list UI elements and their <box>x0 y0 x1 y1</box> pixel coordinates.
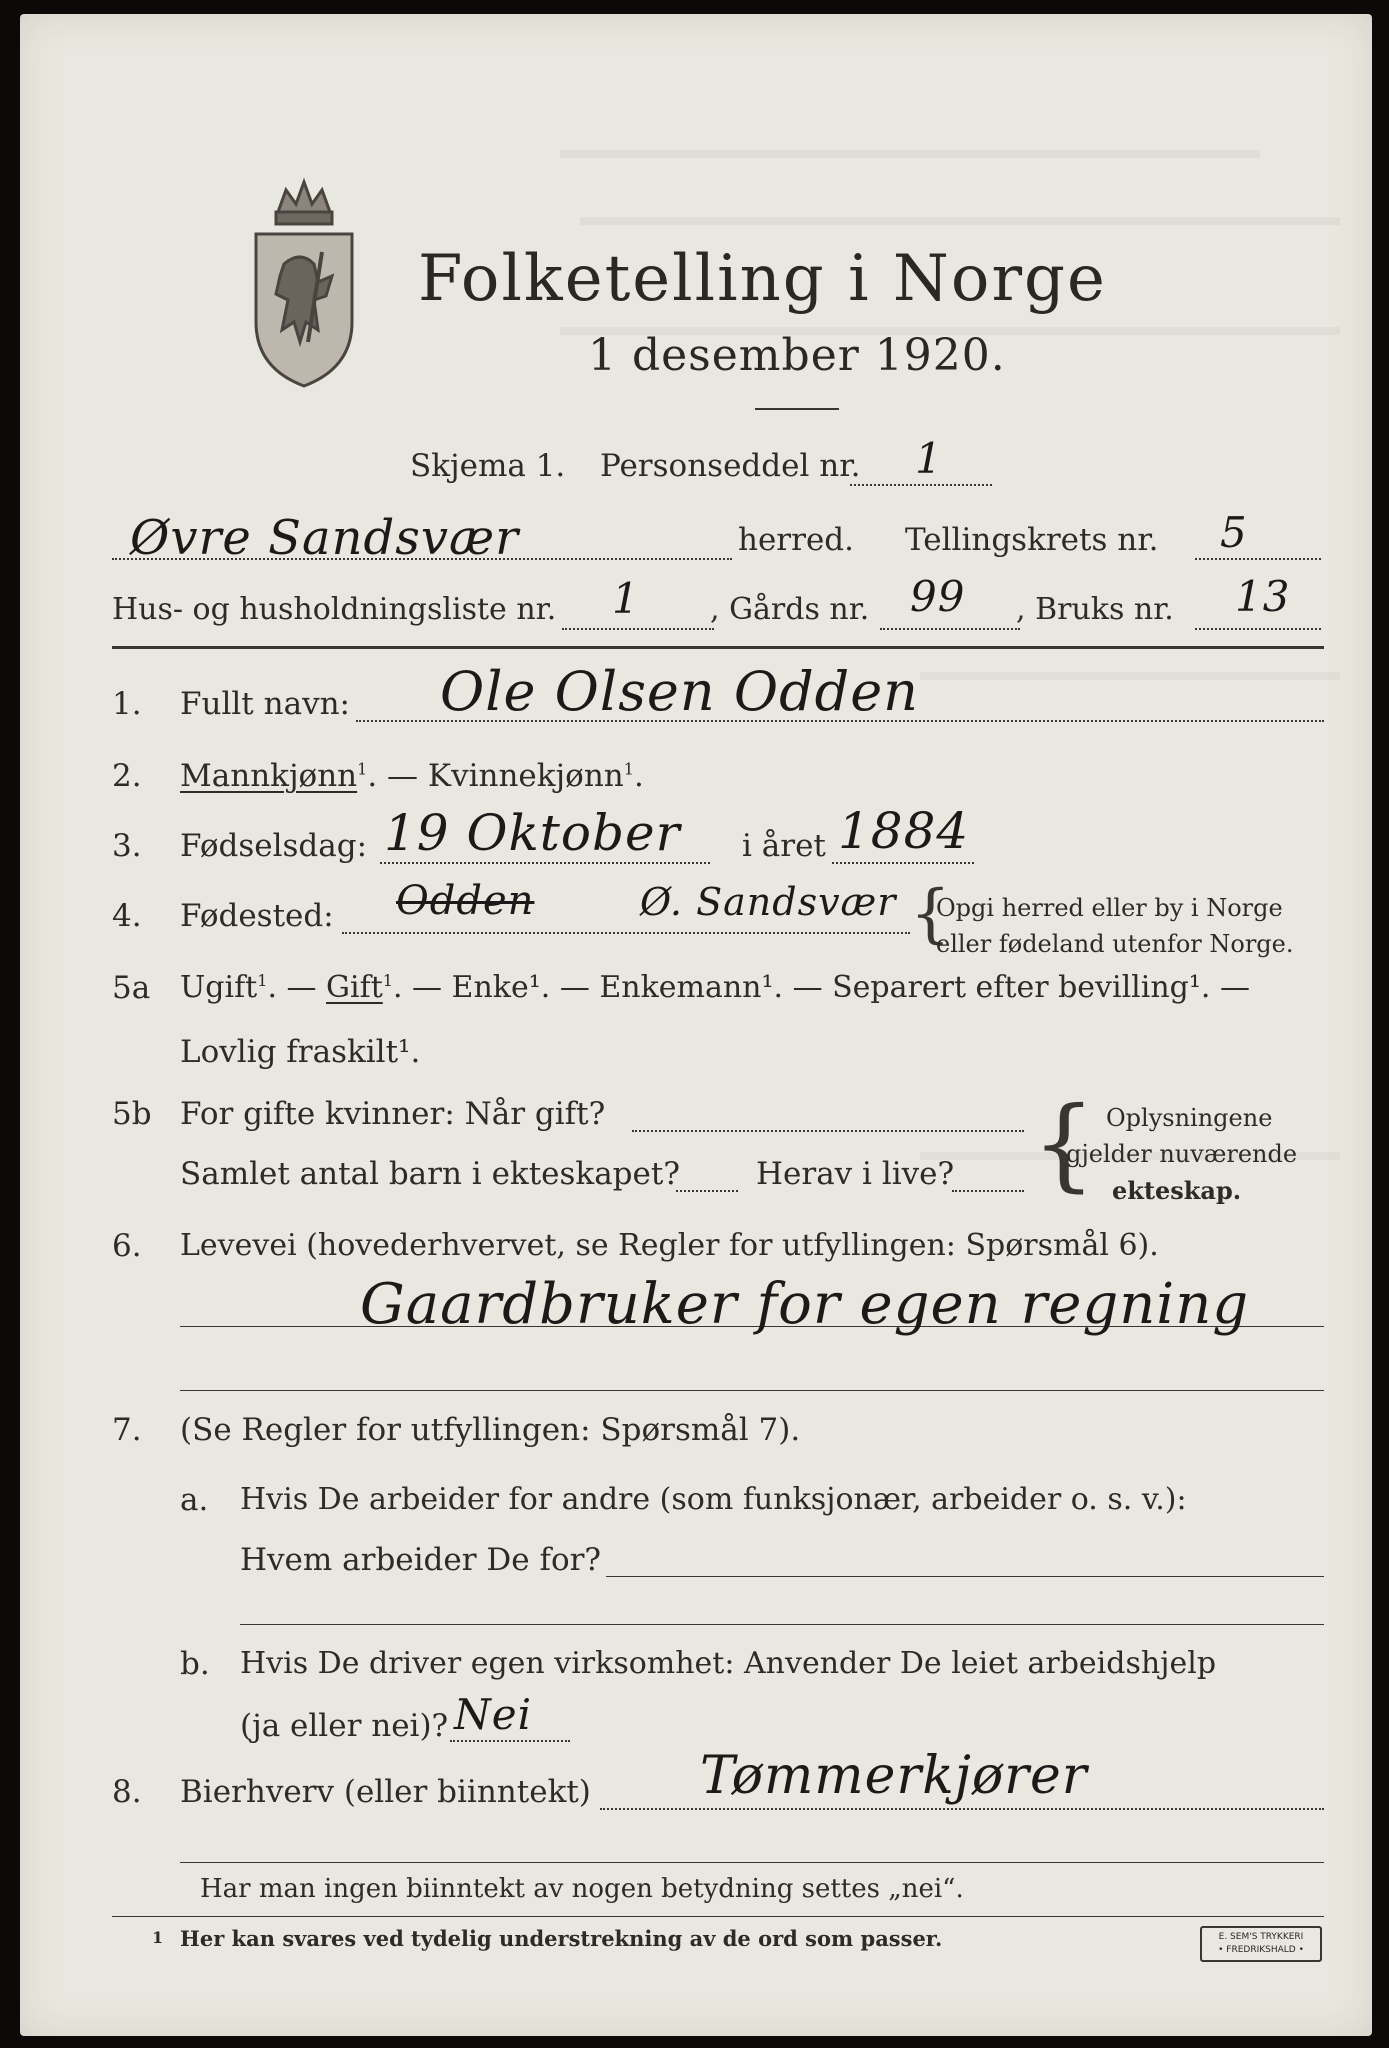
q7a-letter: a. <box>180 1482 209 1518</box>
q7b-letter: b. <box>180 1646 210 1682</box>
q8-number: 8. <box>112 1774 142 1810</box>
q7-number: 7. <box>112 1412 142 1448</box>
employer-field-2[interactable] <box>240 1624 1324 1625</box>
footer-divider <box>112 1916 1324 1917</box>
q2-options: Mannkjønn$^1$. — Kvinnekjønn$^1$. <box>180 758 644 794</box>
form-title: Folketelling i Norge <box>418 242 1107 316</box>
gards-label: , Gårds nr. <box>710 592 870 627</box>
hus-field[interactable] <box>562 628 714 630</box>
hus-label: Hus- og husholdningsliste nr. <box>112 592 557 627</box>
hired-help-field[interactable] <box>450 1740 570 1742</box>
birthplace-field[interactable] <box>342 932 910 934</box>
q5a-options: Ugift$^1$. — Gift$^1$. — Enke¹. — Enkemann¹. — Separert efter bevilling¹. — <box>180 970 1250 1005</box>
q4-number: 4. <box>112 898 142 934</box>
census-date: 1 desember 1920. <box>588 330 1006 381</box>
unmarried-option[interactable]: Ugift <box>180 970 258 1005</box>
tellingskrets-field[interactable] <box>1195 558 1321 560</box>
q8-note: Har man ingen biinntekt av nogen betydning settes „nei“. <box>200 1874 964 1904</box>
side-income-value: Tømmerkjører <box>700 1746 1088 1806</box>
footnote-text: Her kan svares ved tydelig understrekning av de ord som passer. <box>180 1926 943 1951</box>
personseddel-field[interactable] <box>850 484 992 486</box>
children-field[interactable] <box>676 1190 738 1192</box>
hus-value: 1 <box>612 574 640 623</box>
side-income-field[interactable] <box>600 1808 1324 1810</box>
q8-label: Bierhverv (eller biinntekt) <box>180 1774 591 1810</box>
q7a-line1: Hvis De arbeider for andre (som funksjonær, arbeider o. s. v.): <box>240 1482 1187 1517</box>
female-option[interactable]: . — Kvinnekjønn <box>367 758 624 794</box>
married-option[interactable]: Gift <box>326 970 383 1005</box>
bruks-label: , Bruks nr. <box>1016 592 1174 627</box>
birthday-field[interactable] <box>380 862 710 864</box>
employer-field[interactable] <box>606 1576 1324 1577</box>
marriage-date-field[interactable] <box>632 1130 1024 1132</box>
q6-label: Levevei (hovederhvervet, se Regler for utfyllingen: Spørsmål 6). <box>180 1228 1159 1263</box>
side-income-line-2[interactable] <box>180 1862 1324 1863</box>
q7b-line2: (ja eller nei)? <box>240 1708 449 1744</box>
q3-label: Fødselsdag: <box>180 828 368 864</box>
gards-value: 99 <box>910 572 966 621</box>
birthplace-struck-text: Odden <box>396 878 535 924</box>
q1-number: 1. <box>112 686 142 722</box>
birthplace-struck <box>396 878 534 924</box>
census-form-sheet <box>20 14 1372 2036</box>
alive-label: Herav i live? <box>756 1156 955 1192</box>
occupation-line-2[interactable] <box>180 1390 1324 1391</box>
occupation-value: Gaardbruker for egen regning <box>360 1272 1250 1337</box>
q7-label: (Se Regler for utfyllingen: Spørsmål 7). <box>180 1412 801 1448</box>
q1-label: Fullt navn: <box>180 686 350 722</box>
title-divider <box>755 408 839 410</box>
bruks-field[interactable] <box>1195 628 1321 630</box>
herred-label: herred. <box>738 522 854 558</box>
birthplace-value: Ø. Sandsvær <box>640 880 897 924</box>
birth-year-field[interactable] <box>832 862 974 864</box>
norwegian-coat-of-arms-icon <box>248 172 360 392</box>
divorced-option[interactable]: Lovlig fraskilt¹. <box>180 1034 421 1070</box>
herred-value: Øvre Sandsvær <box>130 510 520 566</box>
q5a-number: 5a <box>112 970 151 1006</box>
tellingskrets-value: 5 <box>1220 508 1248 557</box>
q5b-note-line2: gjelder nuværende <box>1066 1140 1298 1168</box>
footnote-mark: 1 <box>152 1928 164 1947</box>
bruks-value: 13 <box>1235 572 1291 621</box>
schema-label: Skjema 1. <box>410 448 566 484</box>
q2-end: . <box>633 758 644 794</box>
q4-note-brace: { <box>910 877 951 951</box>
section-divider <box>112 646 1324 649</box>
q5b-note-brace: { <box>1032 1085 1096 1202</box>
q7a-line2: Hvem arbeider De for? <box>240 1542 602 1578</box>
printer-stamp <box>1200 1926 1322 1962</box>
personseddel-label: Personseddel nr. <box>600 448 861 484</box>
q5a-sep: . — <box>267 970 327 1005</box>
children-label: Samlet antal barn i ekteskapet? <box>180 1156 680 1192</box>
q4-label: Fødested: <box>180 898 334 934</box>
birthday-value: 19 Oktober <box>384 804 681 862</box>
alive-field[interactable] <box>952 1190 1024 1192</box>
personseddel-value: 1 <box>915 434 943 483</box>
q5b-number: 5b <box>112 1096 152 1132</box>
q5b-label: For gifte kvinner: Når gift? <box>180 1096 606 1132</box>
q5b-note-line3: ekteskap. <box>1112 1176 1242 1205</box>
q2-number: 2. <box>112 758 142 794</box>
q3-number: 3. <box>112 828 142 864</box>
hired-help-value: Nei <box>454 1690 533 1739</box>
other-marital-options[interactable]: . — Enke¹. — Enkemann¹. — Separert efter bevilling¹. — <box>392 970 1250 1005</box>
q6-number: 6. <box>112 1228 142 1264</box>
q5b-note-line1: Oplysningene <box>1106 1104 1273 1132</box>
gards-field[interactable] <box>880 628 1020 630</box>
male-option[interactable]: Mannkjønn <box>180 758 358 794</box>
tellingskrets-label: Tellingskrets nr. <box>905 522 1159 558</box>
birth-year-value: 1884 <box>838 802 970 860</box>
full-name-value: Ole Olsen Odden <box>440 660 919 723</box>
q7b-line1: Hvis De driver egen virksomhet: Anvender De leiet arbeidshjelp <box>240 1646 1217 1681</box>
q4-note-line1: Opgi herred eller by i Norge <box>936 894 1283 922</box>
printer-stamp-line2: • FREDRIKSHALD • <box>1218 1945 1304 1955</box>
birth-year-label: i året <box>742 828 826 864</box>
printer-stamp-line1: E. SEM'S TRYKKERI <box>1218 1932 1304 1942</box>
q4-note-line2: eller fødeland utenfor Norge. <box>936 930 1294 958</box>
